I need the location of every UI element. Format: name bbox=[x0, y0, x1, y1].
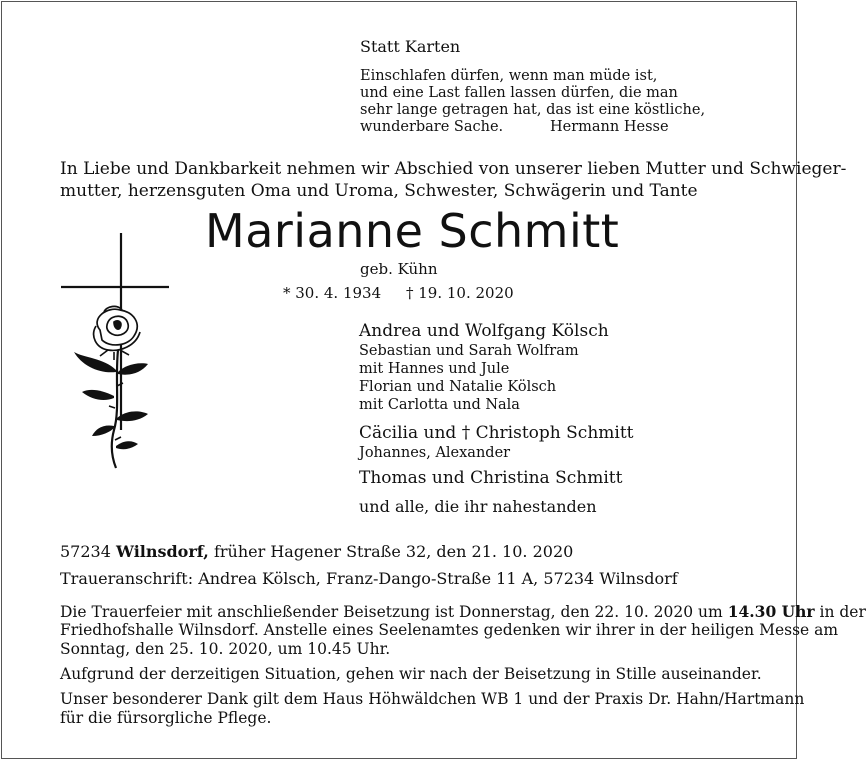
mourning-address: Traueranschrift: Andrea Kölsch, Franz-Dango-Straße 11 A, 57234 Wilnsdorf bbox=[60, 569, 678, 588]
family-member: Florian und Natalie Kölsch bbox=[359, 379, 557, 395]
family-member: mit Carlotta und Nala bbox=[359, 397, 520, 413]
intro-line: mutter, herzensguten Oma und Uroma, Schwester, Schwägerin und Tante bbox=[60, 181, 698, 201]
ceremony-line-1: Die Trauerfeier mit anschließender Beisetzung ist Donnerstag, den 22. 10. 2020 um 14.30 Uhr in der bbox=[60, 602, 866, 621]
address-rest: früher Hagener Straße 32, den 21. 10. 2020 bbox=[213, 542, 574, 561]
birth-date: * 30. 4. 1934 bbox=[283, 284, 382, 302]
ceremony-time: 14.30 Uhr bbox=[727, 602, 815, 621]
rose-icon bbox=[60, 300, 160, 470]
intro-line: In Liebe und Dankbarkeit nehmen wir Abschied von unserer lieben Mutter und Schwieger- bbox=[60, 159, 847, 179]
zip: 57234 bbox=[60, 542, 111, 561]
family-member: Johannes, Alexander bbox=[359, 445, 511, 461]
ceremony-line-3: Sonntag, den 25. 10. 2020, um 10.45 Uhr. bbox=[60, 640, 391, 658]
ceremony-line-2: Friedhofshalle Wilnsdorf. Anstelle eines Seelenamtes gedenken wir ihrer in der heiligen Messe am bbox=[60, 621, 839, 639]
deceased-name: Marianne Schmitt bbox=[205, 204, 620, 258]
birth-name: geb. Kühn bbox=[360, 260, 438, 278]
death-date: † 19. 10. 2020 bbox=[406, 284, 514, 302]
address-line bbox=[60, 543, 573, 561]
statt-karten: Statt Karten bbox=[360, 37, 461, 56]
family-group-2: Cäcilia und † Christoph Schmitt bbox=[359, 423, 634, 443]
situation-note: Aufgrund der derzeitigen Situation, gehen wir nach der Beisetzung in Stille auseinander. bbox=[60, 665, 762, 683]
thanks-line: Unser besonderer Dank gilt dem Haus Höhwäldchen WB 1 und der Praxis Dr. Hahn/Hartmann bbox=[60, 690, 805, 708]
poem-author: Hermann Hesse bbox=[550, 119, 669, 135]
poem-line: Einschlafen dürfen, wenn man müde ist, bbox=[360, 68, 658, 84]
family-member: Sebastian und Sarah Wolfram bbox=[359, 343, 579, 359]
family-group-3: Thomas und Christina Schmitt bbox=[359, 468, 623, 488]
poem-line: wunderbare Sache. bbox=[360, 119, 504, 135]
family-group-1: Andrea und Wolfgang Kölsch bbox=[359, 321, 609, 341]
poem-line: sehr lange getragen hat, das ist eine köstliche, bbox=[360, 102, 706, 118]
family-member: mit Hannes und Jule bbox=[359, 361, 510, 377]
family-closing: und alle, die ihr nahestanden bbox=[359, 497, 597, 516]
poem-line: und eine Last fallen lassen dürfen, die man bbox=[360, 85, 678, 101]
thanks-line: für die fürsorgliche Pflege. bbox=[60, 709, 272, 727]
town: Wilnsdorf, bbox=[116, 542, 209, 561]
